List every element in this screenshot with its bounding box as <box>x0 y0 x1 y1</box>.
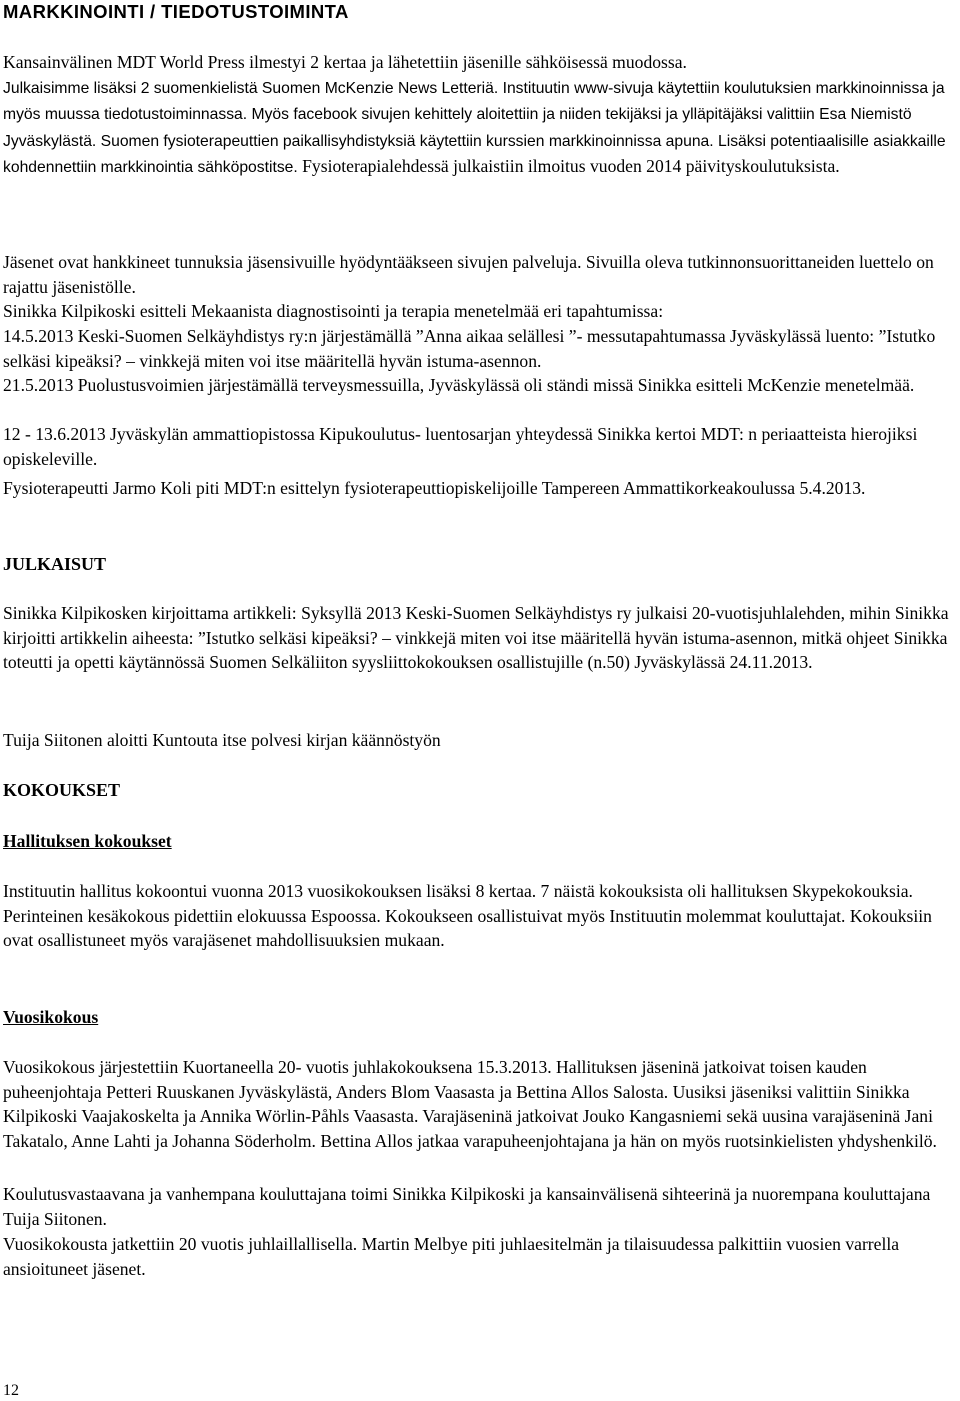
paragraph-marketing-2: Jäsenet ovat hankkineet tunnuksia jäsensivuille hyödyntääkseen sivujen palveluja. Sivuilla oleva tutkinnonsuorittaneiden luettelo on rajattu jäsenistölle. <box>3 252 934 297</box>
subheading-board-meetings: Hallituksen kokoukset <box>3 831 172 851</box>
paragraph-sans-text: Julkaisimme lisäksi 2 suomenkielistä Suomen McKenzie News Letteriä. Instituutin www-sivuja käytettiin koulutuksien markkinoinnissa ja myös muussa tiedotustoiminnassa. Myös facebook sivujen kehittely aloitettiin ja niiden tekijäksi ja ylläpitäjäksi valittiin Esa Niemistö Jyväskylästä. Suomen fysioterapeuttien paikallisyhdistyksiä käytettiin kurssien markkinoinnissa apuna. Lisäksi potentiaalisille asiakkaille kohdennettiin markkinointia sähköpostitse. <box>3 79 946 176</box>
section-heading-meetings: KOKOUKSET <box>3 780 121 800</box>
section-heading-marketing: MARKKINOINTI / TIEDOTUSTOIMINTA <box>3 1 349 22</box>
subheading-annual-meeting: Vuosikokous <box>3 1007 99 1027</box>
paragraph-marketing-4: 14.5.2013 Keski-Suomen Selkäyhdistys ry:n järjestämällä ”Anna aikaa selällesi ”- messutapahtumassa Jyväskylässä luento: ”Istutko selkäsi kipeäksi? – vinkkejä miten voi itse määritellä hyvän istuma-asennon. <box>3 326 936 371</box>
paragraph-annual-meeting-3: Vuosikokousta jatkettiin 20 vuotis juhlaillallisella. Martin Melbye piti juhlaesitelmän ja tilaisuudessa palkittiin vuosien varrella ansioituneet jäsenet. <box>3 1234 900 1279</box>
paragraph-marketing-1 <box>3 50 958 181</box>
section-heading-publications: JULKAISUT <box>3 554 107 574</box>
paragraph-board-meetings: Instituutin hallitus kokoontui vuonna 2013 vuosikokouksen lisäksi 8 kertaa. 7 näistä kokouksista oli hallituksen Skypekokouksia. Perinteinen kesäkokous pidettiin elokuussa Espoossa. Kokoukseen osallistuivat myös Instituutin molemmat kouluttajat. Kokouksiin ovat osallistuneet myös varajäsenet mahdollisuuksien mukaan. <box>3 881 932 950</box>
paragraph-annual-meeting-1: Vuosikokous järjestettiin Kuortaneella 20- vuotis juhlakokouksena 15.3.2013. Hallituksen jäseninä jatkoivat toisen kauden puheenjohtaja Petteri Ruuskanen Jyväskylästä, Anders Blom Vaasasta ja Bettina Allos Salosta. Uusiksi jäseniksi valittiin Sinikka Kilpikoski Vaajakoskelta ja Annika Wörlin-Påhls Vaasasta. Varajäseninä jatkoivat Jouko Kangasniemi sekä uusina varajäseninä Jani Takatalo, Anne Lahti ja Johanna Söderholm. Bettina Allos jatkaa varapuheenjohtajana ja hän on myös ruotsinkielisten yhdyshenkilö. <box>3 1057 937 1151</box>
paragraph-serif-text: Fysioterapialehdessä julkaistiin ilmoitus vuoden 2014 päivityskoulutuksista. <box>297 156 840 176</box>
paragraph-marketing-3: Sinikka Kilpikoski esitteli Mekaanista diagnostisointi ja terapia menetelmää eri tapahtumissa: <box>3 301 664 321</box>
paragraph-line: Kansainvälinen MDT World Press ilmestyi 2 kertaa ja lähetettiin jäsenille sähköisessä muodossa. <box>3 52 687 72</box>
page-number: 12 <box>3 1382 19 1399</box>
paragraph-marketing-7: Fysioterapeutti Jarmo Koli piti MDT:n esittelyn fysioterapeuttiopiskelijoille Tampereen Ammattikorkeakoulussa 5.4.2013. <box>3 478 866 498</box>
paragraph-marketing-6: 12 - 13.6.2013 Jyväskylän ammattiopistossa Kipukoulutus- luentosarjan yhteydessä Sinikka kertoi MDT: n periaatteista hierojiksi opiskeleville. <box>3 424 918 469</box>
paragraph-marketing-5: 21.5.2013 Puolustusvoimien järjestämällä terveysmessuilla, Jyväskylässä oli ständi missä Sinikka esitteli McKenzie menetelmää. <box>3 375 915 395</box>
paragraph-publications-1: Sinikka Kilpikosken kirjoittama artikkeli: Syksyllä 2013 Keski-Suomen Selkäyhdistys ry julkaisi 20-vuotisjuhlalehden, mihin Sinikka kirjoitti artikkelin aiheesta: ”Istutko selkäsi kipeäksi? – vinkkejä miten voi itse määritellä hyvän istuma-asennon, mitkä ohjeet Sinikka toteutti ja opetti käytännössä Suomen Selkäliiton syysliittokokouksen osallistujille (n.50) Jyväskylässä 24.11.2013. <box>3 603 949 672</box>
paragraph-publications-2: Tuija Siitonen aloitti Kuntouta itse polvesi kirjan käännöstyön <box>3 730 441 750</box>
paragraph-annual-meeting-2: Koulutusvastaavana ja vanhempana kouluttajana toimi Sinikka Kilpikoski ja kansainvälisenä sihteerinä ja nuorempana kouluttajana Tuija Siitonen. <box>3 1184 931 1229</box>
